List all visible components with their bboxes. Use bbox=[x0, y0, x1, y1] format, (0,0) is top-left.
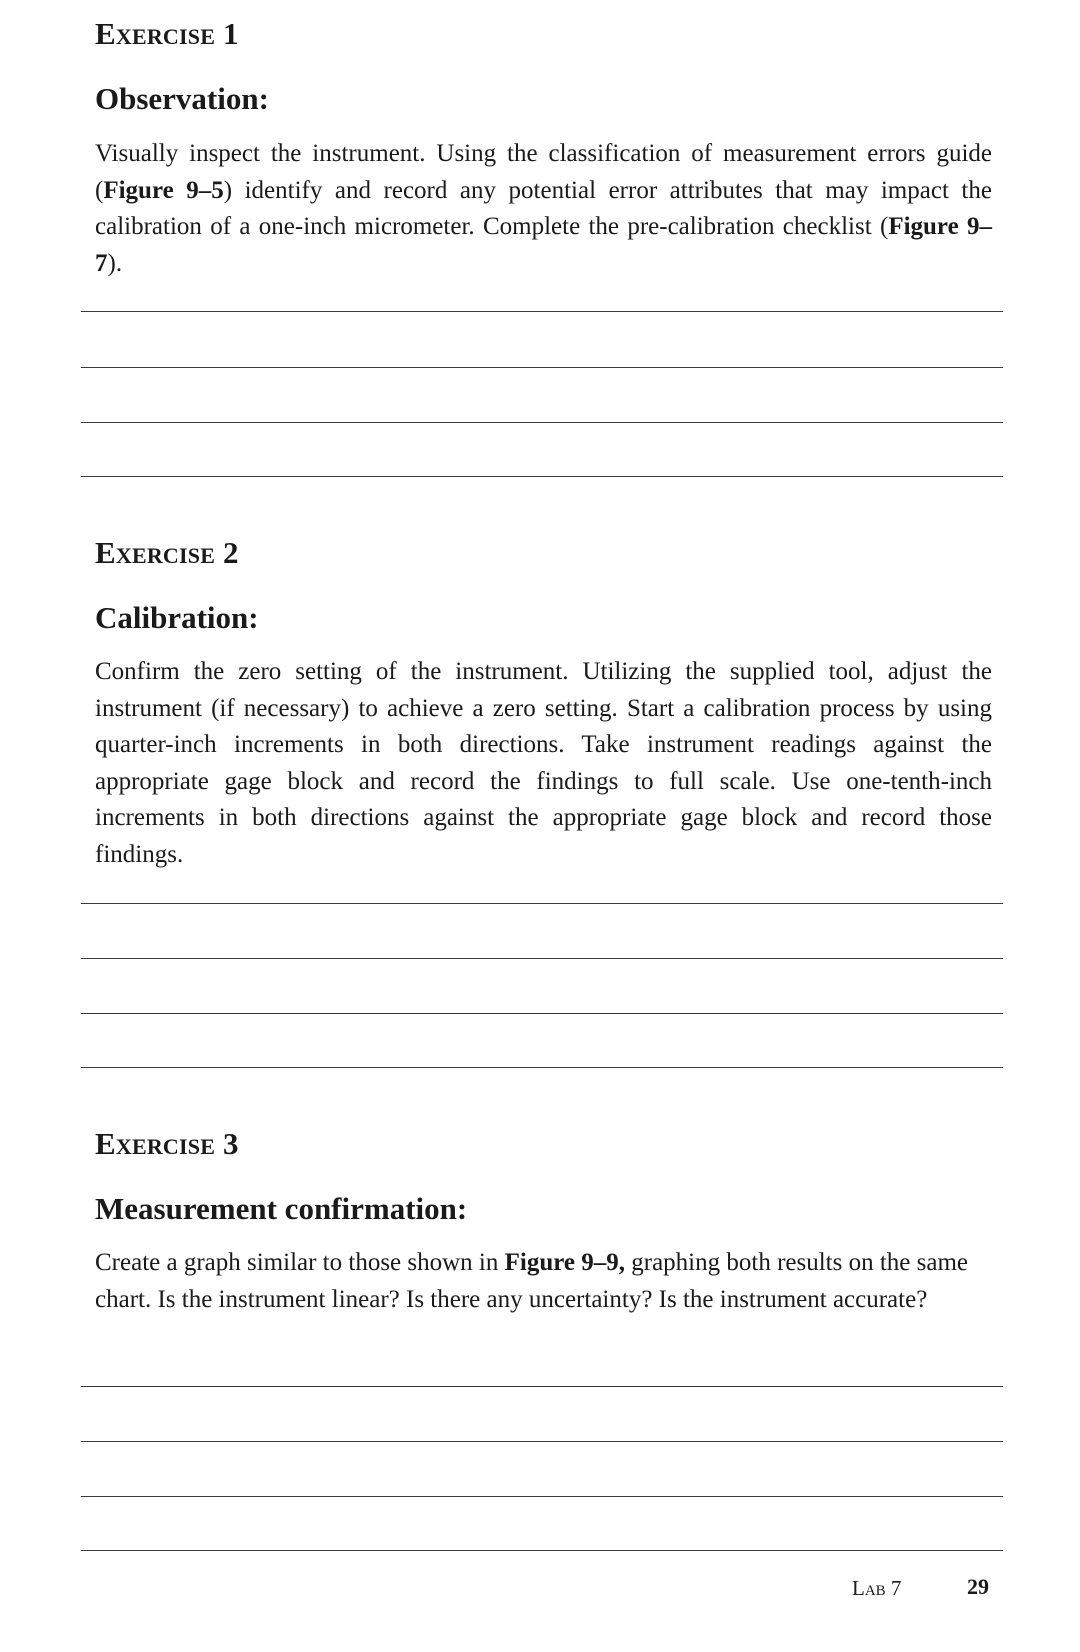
exercise-2-heading: Exercise 2 bbox=[95, 535, 239, 570]
answer-line[interactable] bbox=[81, 1550, 1003, 1551]
answer-line[interactable] bbox=[81, 1067, 1003, 1068]
answer-line[interactable] bbox=[81, 1386, 1003, 1387]
figure-reference: Figure 9–7 bbox=[95, 213, 992, 277]
exercise-2 bbox=[95, 535, 995, 868]
exercise-2-subheading: Calibration: bbox=[95, 600, 259, 635]
answer-line[interactable] bbox=[81, 1441, 1003, 1442]
instruction-text: ). bbox=[107, 249, 123, 277]
figure-reference: Figure 9–5 bbox=[103, 176, 224, 204]
exercise-3-instructions bbox=[95, 1245, 975, 1318]
answer-line[interactable] bbox=[81, 367, 1003, 368]
instruction-text: Confirm the zero setting of the instrument. Utilizing the supplied tool, adjust the instrument (if necessary) to achieve a zero setting. Start a calibration process by using quarter-inch increments in both directions. Take instrument readings against the appropriate gage block and record the findings to full scale. Use one-tenth-inch increments in both directions against the appropriate gage block and record those findings. bbox=[95, 658, 992, 868]
instruction-text: Create a graph similar to those shown in bbox=[95, 1249, 505, 1276]
instruction-text: Visually inspect the instrument. Using the classification of measurement errors guide ( bbox=[95, 140, 992, 204]
figure-reference: Figure 9–9, bbox=[504, 1249, 626, 1276]
page-number: 29 bbox=[967, 1574, 989, 1599]
exercise-1-heading: Exercise 1 bbox=[95, 16, 239, 51]
exercise-2-instructions bbox=[95, 654, 992, 873]
exercise-3 bbox=[95, 1126, 995, 1313]
answer-line[interactable] bbox=[81, 903, 1003, 904]
exercise-1-subheading: Observation: bbox=[95, 81, 269, 116]
exercise-1-instructions bbox=[95, 136, 992, 282]
answer-line[interactable] bbox=[81, 311, 1003, 312]
answer-line[interactable] bbox=[81, 958, 1003, 959]
exercise-3-subheading: Measurement confirmation: bbox=[95, 1191, 468, 1226]
instruction-text: ) identify and record any potential error attributes that may impact the calibration of a one-inch micrometer. Complete the pre-calibration checklist ( bbox=[95, 176, 992, 240]
answer-line[interactable] bbox=[81, 422, 1003, 423]
answer-line[interactable] bbox=[81, 1013, 1003, 1014]
footer-lab-label: Lab 7 bbox=[852, 1576, 902, 1600]
exercise-1 bbox=[95, 16, 995, 277]
exercise-3-heading: Exercise 3 bbox=[95, 1126, 239, 1161]
answer-line[interactable] bbox=[81, 476, 1003, 477]
instruction-text: graphing both results on the same chart. Is the instrument linear? Is there any uncertainty? Is the instrument accurate? bbox=[95, 1249, 969, 1313]
answer-line[interactable] bbox=[81, 1496, 1003, 1497]
